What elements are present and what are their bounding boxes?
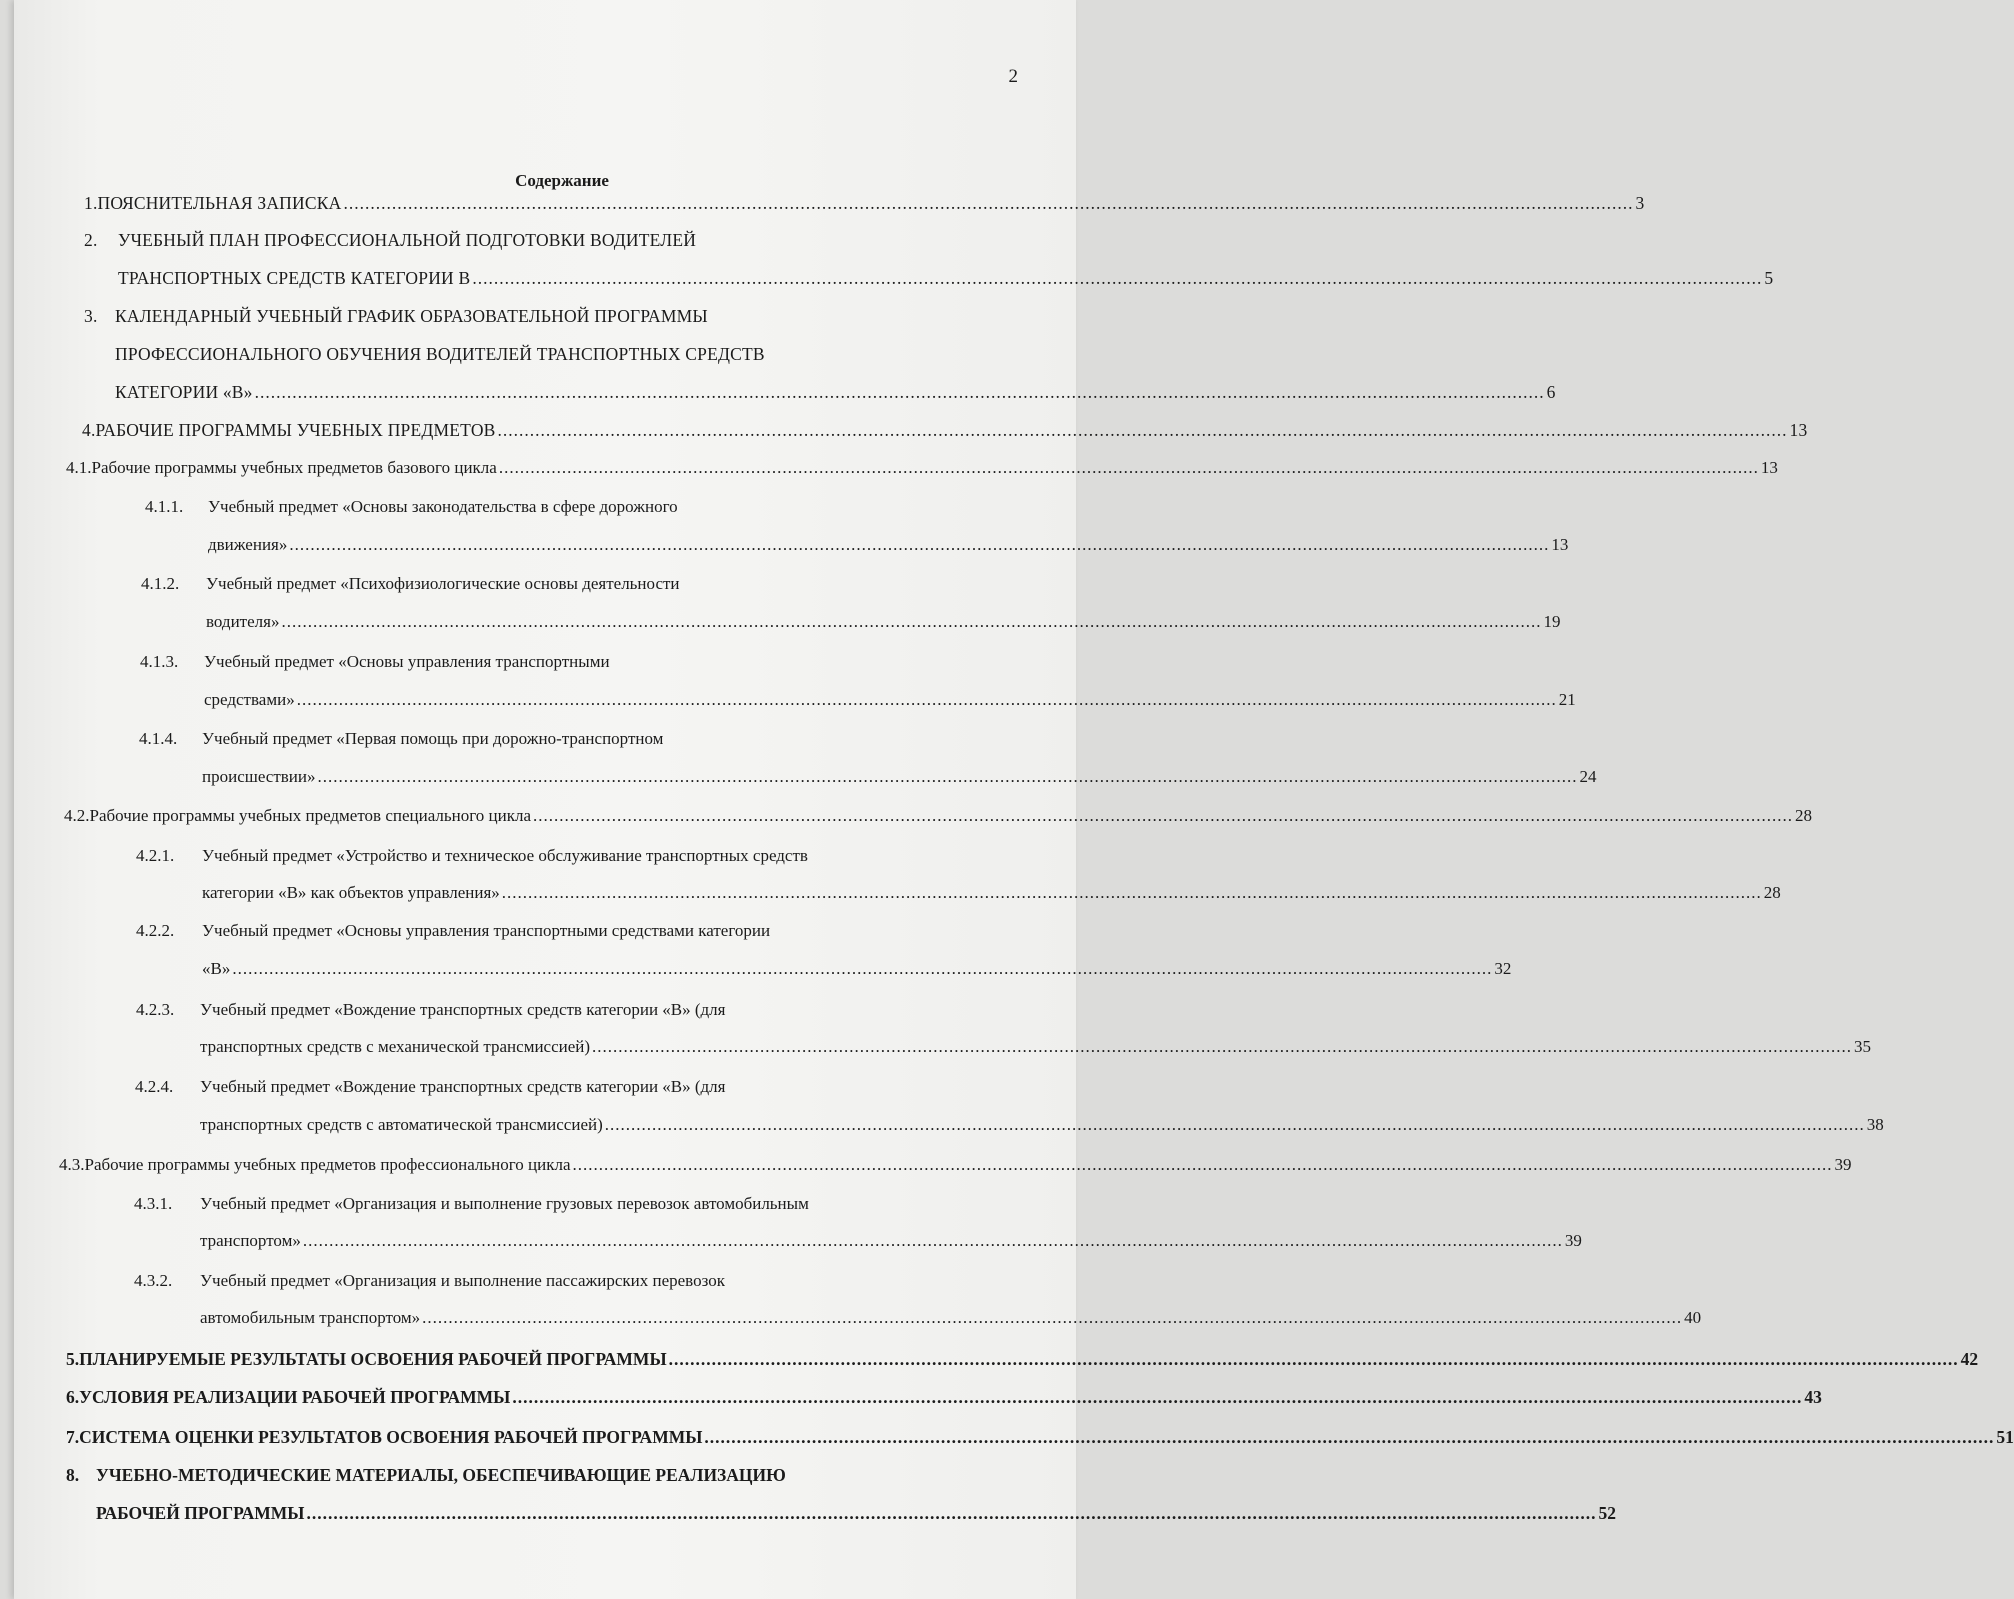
toc-entry-number: 4.1.3.	[140, 652, 179, 671]
toc-entry-number: 4.1.2.	[141, 574, 180, 593]
toc-entry-number: 4.2.4.	[135, 1077, 174, 1096]
toc-entry-page: 39	[1564, 1231, 1582, 1250]
toc-entry-line	[136, 921, 1034, 941]
toc-entry-text: РАБОЧЕЙ ПРОГРАММЫ	[96, 1503, 305, 1523]
toc-entry-line	[84, 230, 1009, 251]
dot-leader	[472, 268, 1762, 289]
toc-entry-text: Учебный предмет «Вождение транспортных средств категории «В» (для	[200, 1077, 726, 1096]
toc-entry-text: УЧЕБНЫЙ ПЛАН ПРОФЕССИОНАЛЬНОЙ ПОДГОТОВКИ ВОДИТЕЛЕЙ	[118, 230, 697, 250]
toc-entry-page: 19	[1543, 612, 1561, 631]
document-page	[14, 0, 2014, 1599]
toc-entry-number: 1.	[84, 193, 98, 213]
dot-leader	[512, 1387, 1802, 1408]
toc-entry-text: транспортных средств с автоматической трансмиссией)	[200, 1115, 603, 1134]
toc-entry-number: 4.2.2.	[136, 921, 175, 940]
toc-entry-text: движения»	[208, 535, 288, 554]
toc-entry-number: 3.	[84, 306, 98, 326]
dot-leader	[573, 1155, 1833, 1175]
toc-entry-text: Учебный предмет «Основы законодательства в сфере дорожного	[208, 497, 678, 516]
toc-entry-page: 6	[1546, 382, 1556, 402]
toc-entry-line	[204, 690, 1576, 710]
toc-entry-line	[200, 1231, 1582, 1251]
dot-leader	[499, 458, 1759, 478]
toc-entry-number: 4.1.4.	[139, 729, 178, 748]
toc-entry-number: 5.	[66, 1349, 80, 1369]
toc-entry-page: 3	[1635, 193, 1645, 213]
toc-entry-page: 5	[1764, 268, 1774, 288]
toc-entry-text: УЧЕБНО-МЕТОДИЧЕСКИЕ МАТЕРИАЛЫ, ОБЕСПЕЧИВАЮЩИЕ РЕАЛИЗАЦИЮ	[96, 1465, 786, 1485]
toc-entry-page: 39	[1834, 1155, 1852, 1174]
toc-entry-text: ПРОФЕССИОНАЛЬНОГО ОБУЧЕНИЯ ВОДИТЕЛЕЙ ТРАНСПОРТНЫХ СРЕДСТВ	[115, 344, 765, 364]
toc-entry-line	[84, 193, 1645, 214]
toc-entry-number: 6.	[66, 1387, 80, 1407]
toc-entry-page: 42	[1960, 1349, 1979, 1369]
toc-title: Содержание	[515, 171, 609, 190]
toc-entry-text: транспортных средств с механической трансмиссией)	[200, 1037, 591, 1056]
dot-leader	[422, 1308, 1682, 1328]
toc-entry-line	[200, 1308, 1702, 1328]
toc-entry-line	[118, 268, 1774, 289]
dot-leader	[289, 535, 1549, 555]
toc-entry-text: ПЛАНИРУЕМЫЕ РЕЗУЛЬТАТЫ ОСВОЕНИЯ РАБОЧЕЙ ПРОГРАММЫ	[79, 1349, 667, 1369]
toc-entry-text: Учебный предмет «Первая помощь при дорожно-транспортном	[202, 729, 664, 748]
toc-entry-page: 24	[1579, 767, 1597, 786]
toc-entry-number: 4.2.1.	[136, 846, 175, 865]
toc-entry-text: средствами»	[204, 690, 295, 709]
toc-entry-line	[145, 497, 1017, 517]
dot-leader	[605, 1115, 1865, 1135]
dot-leader	[306, 1503, 1596, 1524]
toc-entry-number: 4.2.3.	[136, 1000, 175, 1019]
dot-leader	[498, 420, 1788, 441]
toc-entry-line	[206, 612, 1561, 632]
toc-entry-line	[115, 382, 1556, 403]
toc-entry-text: «В»	[202, 959, 231, 978]
toc-entry-page: 35	[1854, 1037, 1872, 1056]
toc-entry-text: Учебный предмет «Основы управления транспортными средствами категории	[202, 921, 771, 940]
toc-entry-page: 38	[1866, 1115, 1884, 1134]
toc-entry-text: УСЛОВИЯ РЕАЛИЗАЦИИ РАБОЧЕЙ ПРОГРАММЫ	[79, 1387, 511, 1407]
toc-entry-line	[66, 1387, 1822, 1408]
toc-entry-text: РАБОЧИЕ ПРОГРАММЫ УЧЕБНЫХ ПРЕДМЕТОВ	[95, 420, 496, 440]
toc-entry-text: КАТЕГОРИИ «В»	[115, 382, 253, 402]
toc-entry-text: происшествии»	[202, 767, 316, 786]
toc-entry-number: 2.	[84, 230, 98, 250]
toc-entry-text: категории «В» как объектов управления»	[202, 883, 500, 902]
dot-leader	[281, 612, 1541, 632]
dot-leader	[704, 1427, 1994, 1448]
dot-leader	[318, 767, 1578, 787]
dot-leader	[255, 382, 1545, 403]
toc-entry-line	[136, 846, 1029, 866]
toc-entry-line	[59, 1155, 1852, 1175]
toc-entry-line	[141, 574, 1021, 594]
toc-entry-line	[66, 1465, 1046, 1486]
dot-leader	[669, 1349, 1959, 1370]
toc-entry-text: транспортом»	[200, 1231, 301, 1250]
toc-entry-line	[139, 729, 1026, 749]
toc-entry-page: 40	[1684, 1308, 1702, 1327]
dot-leader	[533, 806, 1793, 826]
toc-entry-line	[202, 959, 1512, 979]
toc-entry-line	[135, 1077, 1037, 1097]
toc-entry-line	[200, 1115, 1884, 1135]
toc-entry-text: Рабочие программы учебных предметов базового цикла	[91, 458, 497, 477]
dot-leader	[343, 193, 1633, 214]
dot-leader	[502, 883, 1762, 903]
toc-entry-line	[134, 1194, 1036, 1214]
toc-entry-text: автомобильным транспортом»	[200, 1308, 421, 1327]
toc-entry-number: 8.	[66, 1465, 80, 1485]
toc-entry-text: водителя»	[206, 612, 280, 631]
toc-entry-line	[200, 1037, 1872, 1057]
toc-entry-page: 43	[1804, 1387, 1822, 1407]
toc-entry-page: 13	[1551, 535, 1569, 554]
toc-entry-line	[66, 1427, 2014, 1448]
toc-entry-text: Учебный предмет «Организация и выполнение грузовых перевозок автомобильным	[200, 1194, 809, 1213]
toc-entry-line	[136, 1000, 1034, 1020]
toc-entry-text: Учебный предмет «Вождение транспортных средств категории «В» (для	[200, 1000, 726, 1019]
toc-entry-number: 4.3.2.	[134, 1271, 173, 1290]
toc-entry-line	[202, 883, 1781, 903]
toc-entry-page: 28	[1795, 806, 1813, 825]
toc-entry-line	[115, 344, 1012, 365]
toc-entry-text: СИСТЕМА ОЦЕНКИ РЕЗУЛЬТАТОВ ОСВОЕНИЯ РАБОЧЕЙ ПРОГРАММЫ	[79, 1427, 703, 1447]
toc-entry-number: 4.3.1.	[134, 1194, 173, 1213]
toc-entry-number: 4.1.	[66, 458, 92, 477]
toc-entry-text: Учебный предмет «Психофизиологические основы деятельности	[206, 574, 680, 593]
toc-entry-page: 21	[1558, 690, 1576, 709]
toc-entry-line	[82, 420, 1808, 441]
toc-entry-text: Учебный предмет «Организация и выполнение пассажирских перевозок	[200, 1271, 725, 1290]
toc-entry-page: 51	[1996, 1427, 2014, 1447]
toc-entry-text: ПОЯСНИТЕЛЬНАЯ ЗАПИСКА	[97, 193, 342, 213]
toc-entry-line	[134, 1271, 1037, 1291]
toc-entry-number: 4.3.	[59, 1155, 85, 1174]
toc-entry-text: Учебный предмет «Основы управления транспортными	[204, 652, 610, 671]
toc-entry-number: 7.	[66, 1427, 80, 1447]
toc-entry-line	[66, 1349, 1979, 1370]
toc-entry-line	[202, 767, 1597, 787]
toc-entry-page: 28	[1763, 883, 1781, 902]
toc-entry-page: 13	[1789, 420, 1808, 440]
toc-entry-line	[66, 458, 1778, 478]
toc-entry-line	[84, 306, 1012, 327]
toc-entry-line	[140, 652, 1024, 672]
toc-entry-page: 52	[1598, 1503, 1616, 1523]
dot-leader	[303, 1231, 1563, 1251]
dot-leader	[592, 1037, 1852, 1057]
toc-entry-line	[208, 535, 1569, 555]
toc-entry-text: Учебный предмет «Устройство и техническое обслуживание транспортных средств	[202, 846, 808, 865]
toc-entry-number: 4.1.1.	[145, 497, 184, 516]
toc-entry-text: Рабочие программы учебных предметов профессионального цикла	[84, 1155, 571, 1174]
toc-entry-text: Рабочие программы учебных предметов специального цикла	[89, 806, 532, 825]
toc-entry-text: КАЛЕНДАРНЫЙ УЧЕБНЫЙ ГРАФИК ОБРАЗОВАТЕЛЬНОЙ ПРОГРАММЫ	[115, 306, 708, 326]
page-number: 2	[1008, 66, 1018, 87]
dot-leader	[232, 959, 1492, 979]
toc-entry-line	[96, 1503, 1616, 1524]
toc-entry-number: 4.	[82, 420, 96, 440]
toc-entry-page: 32	[1494, 959, 1512, 978]
toc-entry-text: ТРАНСПОРТНЫХ СРЕДСТВ КАТЕГОРИИ В	[118, 268, 471, 288]
toc-entry-line	[64, 806, 1813, 826]
toc-entry-number: 4.2.	[64, 806, 90, 825]
toc-entry-page: 13	[1760, 458, 1778, 477]
dot-leader	[297, 690, 1557, 710]
